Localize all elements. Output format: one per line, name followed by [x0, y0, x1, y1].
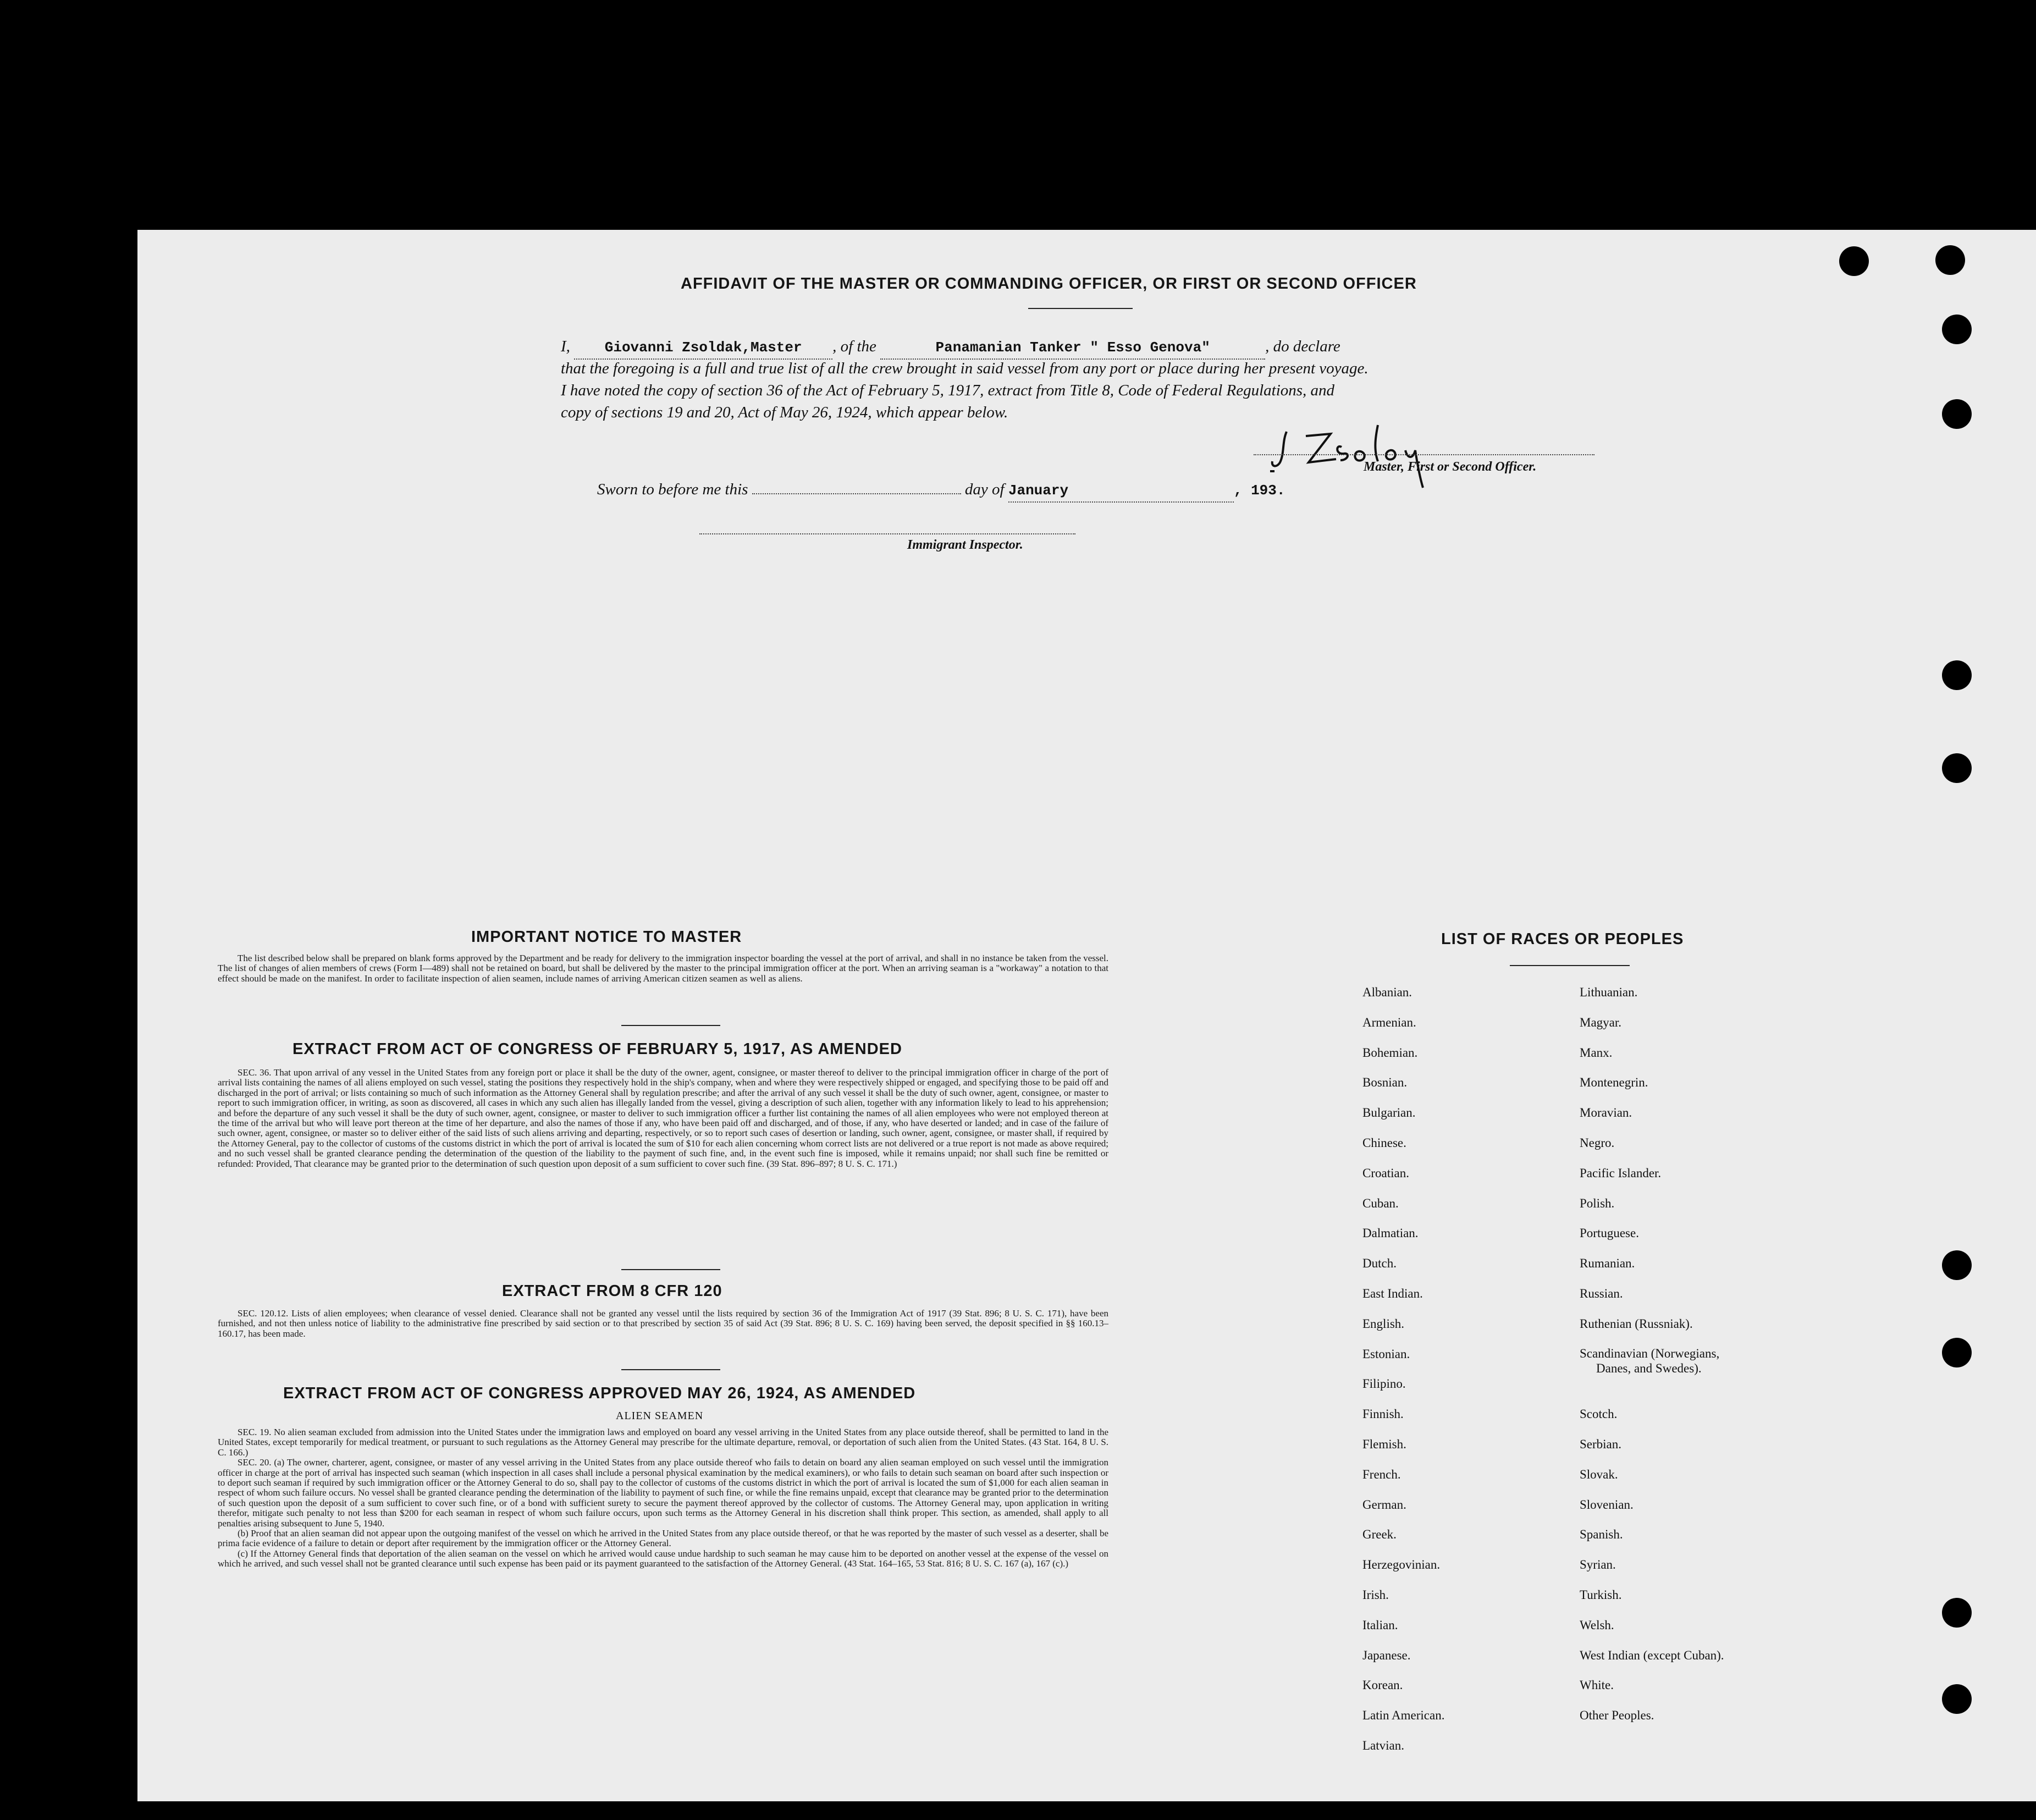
punch-hole — [1942, 660, 1972, 690]
races-title: LIST OF RACES OR PEOPLES — [1441, 930, 1684, 948]
inspector-caption: Immigrant Inspector. — [907, 538, 1023, 552]
race-item: Syrian. — [1580, 1558, 1616, 1572]
race-item: Portuguese. — [1580, 1226, 1639, 1240]
race-item: Dutch. — [1362, 1256, 1397, 1271]
race-item: Negro. — [1580, 1135, 1615, 1150]
race-item: Turkish. — [1580, 1587, 1622, 1602]
race-item: White. — [1580, 1678, 1614, 1692]
extract-1924-title: EXTRACT FROM ACT OF CONGRESS APPROVED MAY 26, 1924, AS AMENDED — [283, 1385, 916, 1402]
races-right-column — [1580, 978, 1724, 1731]
race-item: Manx. — [1580, 1045, 1613, 1060]
race-item: German. — [1362, 1497, 1406, 1512]
sworn-day-field[interactable] — [752, 493, 961, 494]
race-item-continuation: Danes, and Swedes). — [1596, 1361, 1702, 1375]
sworn-day-label: day of — [964, 481, 1005, 498]
race-item: Japanese. — [1362, 1648, 1411, 1662]
race-item: Magyar. — [1580, 1015, 1622, 1029]
race-item: Finnish. — [1362, 1407, 1404, 1421]
notice-title: IMPORTANT NOTICE TO MASTER — [471, 928, 742, 946]
punch-hole — [1942, 753, 1972, 783]
race-item: Slovak. — [1580, 1467, 1618, 1481]
affidavit-prefix: I, — [561, 338, 570, 355]
sworn-year-field[interactable]: , 193. — [1233, 482, 1285, 499]
race-item: Albanian. — [1362, 985, 1412, 999]
race-item: Other Peoples. — [1580, 1708, 1654, 1723]
race-item: Armenian. — [1362, 1015, 1416, 1029]
race-item: Filipino. — [1362, 1377, 1406, 1391]
master-name-field[interactable]: Giovanni Zsoldak,Master — [604, 339, 802, 356]
races-left-column — [1362, 978, 1444, 1761]
affidavit-of-the: , of the — [832, 338, 876, 355]
signature-caption: Master, First or Second Officer. — [1364, 460, 1537, 474]
punch-hole — [1935, 245, 1965, 275]
affidavit-line-2: that the foregoing is a full and true list of all the crew brought in said vessel from any port or place during her present voyage. — [561, 360, 1369, 377]
alien-seamen-subtitle: ALIEN SEAMEN — [616, 1410, 704, 1422]
race-item: Scandinavian (Norwegians, — [1580, 1346, 1720, 1360]
race-item: Polish. — [1580, 1196, 1615, 1210]
race-item: Estonian. — [1362, 1347, 1410, 1361]
punch-hole — [1942, 1684, 1972, 1714]
affidavit-declare: , do declare — [1265, 338, 1340, 355]
punch-hole — [1942, 1250, 1972, 1280]
section-36-text: SEC. 36. That upon arrival of any vessel in the United States from any foreign port or place it shall be the duty of the owner, agent, consignee, or master thereof to deliver to the principal immigration officer in charge of the port of arrival lists containing the names of all aliens employed on such vessel, stating the positions they respectively hold in the ship's company, when and where they were respectively shipped or engaged, and specifying those to be paid off and discharged in the port of arrival; or lists containing so much of such information as the Attorney General shall by regulation prescribe; and after the arrival of any such vessel it shall be the duty of such owner, agent, consignee, or master to report to such immigration officer, in writing, as soon as discovered, all cases in which any such alien has illegally landed from the vessel, giving a description of such alien, together with any information likely to lead to his apprehension; and before the departure of any such vessel it shall be the duty of such owner, agent, consignee, or master to deliver to such immigration officer a further list containing the names of all alien employees who were not employed thereon at the time of the arrival but who will leave port thereon at the time of her departure, and also the names of those if any, who have been paid off and discharged, and of those, if any, who have deserted or landed; and in case of the failure of such owner, agent, consignee, or master so to deliver either of the said lists of such aliens arriving and departing, respectively, or so to report such cases of desertion or landing, such owner, agent, consignee, or master shall, if required by the Attorney General, pay to the collector of customs of the customs district in which the port of arrival is located the sum of $10 for each alien concerning whom correct lists are not delivered or a true report is not made as above required; and no such vessel shall be granted clearance pending the determination of the question of the liability to the payment of such fine, and, in the event such fine is imposed, while it remains unpaid; nor shall such fine be remitted or refunded: Provided, That clearance may be granted prior to the determination of such question upon deposit of a sum sufficient to cover such fine. (39 Stat. 896–897; 8 U. S. C. 171.) — [218, 1067, 1108, 1169]
notice-text: The list described below shall be prepared on blank forms approved by the Department and be ready for delivery to the immigration inspector boarding the vessel at the port of arrival, and shall in no instance be taken from the vessel. The list of changes of alien members of crews (Form I—489) shall not be retained on board, but shall be delivered by the master to the principal immigration officer at the port. When an arriving seaman is a "workaway" a notation to that effect should be made on the manifest. In order to facilitate inspection of alien seamen, include names of arriving American citizen seamen as well as aliens. — [218, 953, 1108, 984]
divider — [1028, 308, 1133, 309]
signature-line — [1254, 454, 1594, 455]
race-item: Greek. — [1362, 1527, 1397, 1542]
race-item: Dalmatian. — [1362, 1226, 1419, 1240]
divider — [621, 1369, 720, 1370]
section-20c-text: (c) If the Attorney General finds that deportation of the alien seaman on the vessel on which he arrived would cause undue hardship to such seaman he may cause him to be deported on another vessel at the expense of the vessel on which he arrived, and such vessel shall not be granted clearance until such expense has been paid or its payment guaranteed to the satisfaction of the Attorney General. (43 Stat. 164–165, 53 Stat. 816; 8 U. S. C. 167 (a), 167 (c).) — [218, 1548, 1108, 1569]
race-item: Latvian. — [1362, 1738, 1404, 1752]
sworn-prefix: Sworn to before me this — [597, 481, 748, 498]
sworn-line — [597, 478, 1285, 503]
race-item: Moravian. — [1580, 1106, 1632, 1120]
race-item: Flemish. — [1362, 1437, 1406, 1451]
race-item: East Indian. — [1362, 1286, 1423, 1300]
affidavit-line-3: I have noted the copy of section 36 of the Act of February 5, 1917, extract from Title 8, Code of Federal Regulations, and — [561, 382, 1335, 399]
race-item: Russian. — [1580, 1286, 1623, 1300]
race-item: Pacific Islander. — [1580, 1166, 1662, 1180]
section-20a-text: SEC. 20. (a) The owner, charterer, agent, consignee, or master of any vessel arriving in the United States from any place outside thereof who fails to detain on board any alien seaman employed on such vessel until the immigration officer in charge at the port of arrival has inspected such seaman (which inspection in all cases shall include a personal physical examination by the medical examiners), or who fails to detain such seaman on board after such inspection or to deport such seaman if required by such immigration officer or the Attorney General to do so, shall pay to the collector of customs of the customs district in which the port of arrival is located the sum of $1,000 for each alien seaman in respect of whom such failure occurs. No vessel shall be granted clearance pending the determination of the liability to payment of such fine, or while the fine remains unpaid, except that clearance may be granted prior to the determination of such question upon the deposit of a sum sufficient to cover such fine, or of a bond with sufficient surety to secure the payment thereof approved by the collector of customs. The Attorney General may, upon application in writing therefor, mitigate such penalty to not less than $200 for each seaman in respect of whom such failure occurs, upon such terms as the Attorney General in his discretion shall think proper. This section, as amended, shall apply to all penalties arising subsequent to June 5, 1940. — [218, 1457, 1108, 1529]
affidavit-line-4: copy of sections 19 and 20, Act of May 26, 1924, which appear below. — [561, 404, 1008, 421]
race-item: Korean. — [1362, 1678, 1403, 1692]
race-item: Bulgarian. — [1362, 1106, 1416, 1120]
race-item: English. — [1362, 1316, 1405, 1331]
punch-hole — [1942, 1598, 1972, 1628]
section-120-12-text: SEC. 120.12. Lists of alien employees; when clearance of vessel denied. Clearance shall not be granted any vessel until the lists required by section 36 of the Immigration Act of 1917 (39 Stat. 896; 8 U. S. C. 171), have been furnished, and not then unless notice of liability to the administrative fine prescribed by said section or to that prescribed by section 35 of said Act (39 Stat. 896; 8 U. S. C. 169) having been served, the deposit specified in §§ 160.13–160.17, has been made. — [218, 1308, 1108, 1339]
race-item: Bosnian. — [1362, 1076, 1408, 1090]
extract-1917-body — [218, 1068, 1108, 1169]
race-item: West Indian (except Cuban). — [1580, 1648, 1724, 1662]
section-19-text: SEC. 19. No alien seaman excluded from admission into the United States under the immigration laws and employed on board any vessel arriving in the United States from any place outside thereof, shall be permitted to land in the United States, except temporarily for medical treatment, or pursuant to such regulations as the Attorney General may prescribe for the ultimate departure, removal, or deportation of such alien from the United States. (43 Stat. 164, 8 U. S. C. 166.) — [218, 1427, 1108, 1458]
race-item: Cuban. — [1362, 1196, 1399, 1210]
race-item: Montenegrin. — [1580, 1076, 1648, 1090]
extract-1917-title: EXTRACT FROM ACT OF CONGRESS OF FEBRUARY 5, 1917, AS AMENDED — [293, 1040, 902, 1058]
race-item: Croatian. — [1362, 1166, 1409, 1180]
punch-hole — [1839, 246, 1869, 276]
notice-body — [218, 953, 1108, 984]
race-item-scandinavian — [1580, 1339, 1724, 1400]
vessel-name-field[interactable]: Panamanian Tanker " Esso Genova" — [935, 339, 1210, 356]
race-item: Slovenian. — [1580, 1497, 1634, 1512]
race-item: Welsh. — [1580, 1618, 1614, 1632]
race-item: Lithuanian. — [1580, 985, 1638, 999]
race-item: Ruthenian (Russniak). — [1580, 1316, 1693, 1331]
race-item: French. — [1362, 1467, 1401, 1481]
divider — [621, 1269, 720, 1270]
extract-1924-body — [218, 1427, 1108, 1569]
race-item: Chinese. — [1362, 1135, 1406, 1150]
cfr-body — [218, 1309, 1108, 1339]
sworn-month-field[interactable]: January — [1008, 482, 1069, 499]
affidavit-title: AFFIDAVIT OF THE MASTER OR COMMANDING OFFICER, OR FIRST OR SECOND OFFICER — [681, 275, 1417, 293]
cfr-title: EXTRACT FROM 8 CFR 120 — [502, 1282, 722, 1300]
form-sheet — [137, 230, 2036, 1801]
race-item: Serbian. — [1580, 1437, 1622, 1451]
race-item: Bohemian. — [1362, 1045, 1418, 1060]
race-item: Rumanian. — [1580, 1256, 1635, 1271]
inspector-signature-line[interactable] — [699, 533, 1075, 534]
race-item: Herzegovinian. — [1362, 1558, 1441, 1572]
race-item: Irish. — [1362, 1587, 1389, 1602]
divider — [621, 1025, 720, 1026]
race-item: Italian. — [1362, 1618, 1398, 1632]
race-item: Latin American. — [1362, 1708, 1445, 1723]
section-20b-text: (b) Proof that an alien seaman did not appear upon the outgoing manifest of the vessel on which he arrived in the United States from any place outside thereof, or that he was reported by the master of such vessel as a deserter, shall be prima facie evidence of a failure to detain or deport after requirement by the immigration officer or the Attorney General. — [218, 1528, 1108, 1549]
divider — [1510, 965, 1630, 966]
punch-hole — [1942, 1338, 1972, 1367]
race-item: Spanish. — [1580, 1527, 1623, 1542]
punch-hole — [1942, 315, 1972, 344]
affidavit-line-1 — [561, 335, 1340, 360]
race-item: Scotch. — [1580, 1407, 1618, 1421]
punch-hole — [1942, 399, 1972, 429]
